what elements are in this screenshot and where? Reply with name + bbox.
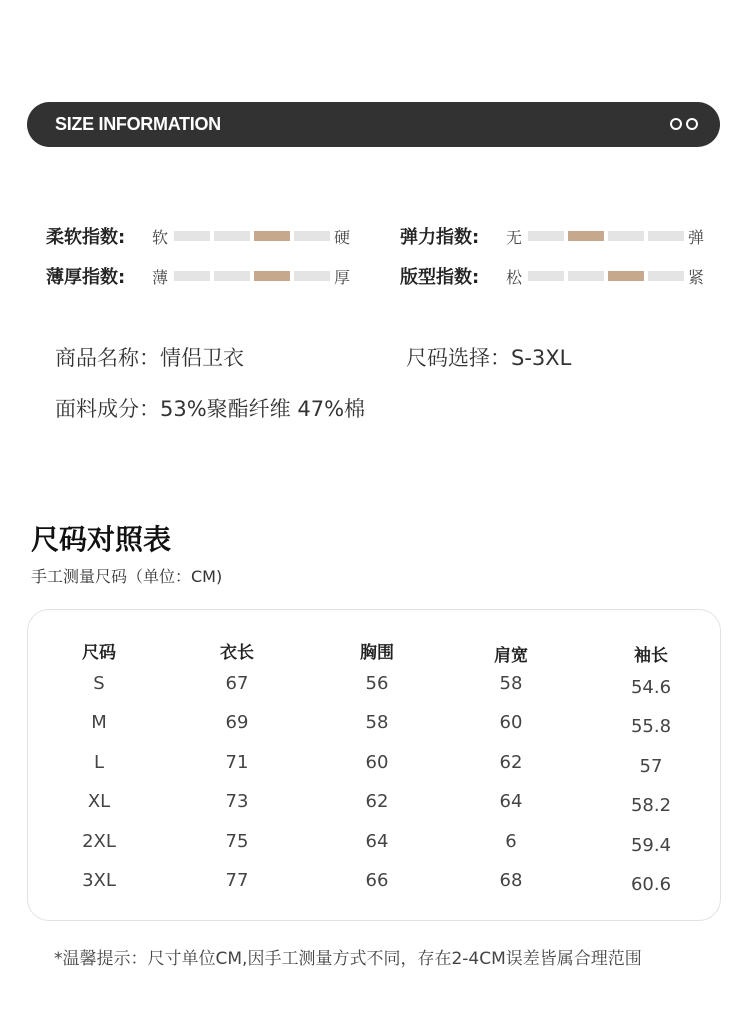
scale-segment	[214, 271, 250, 281]
table-cell: 54.6	[630, 677, 672, 698]
column-header: 肩宽	[494, 646, 528, 666]
table-cell: S	[93, 673, 105, 694]
table-cell: M	[91, 712, 107, 733]
scale-label: 柔软指数:	[46, 227, 126, 248]
table-cell: 3XL	[82, 870, 116, 891]
size-range: 尺码选择：S-3XL	[406, 346, 572, 370]
scale-softness	[46, 224, 356, 248]
table-cell: 64	[365, 831, 389, 852]
scale-high-label: 硬	[334, 227, 351, 247]
circle-icon	[686, 118, 698, 130]
table-cell: 62	[365, 791, 389, 812]
footnote: *温馨提示：尺寸单位CM,因手工测量方式不同，存在2-4CM误差皆属合理范围	[54, 949, 642, 969]
table-cell: 58	[365, 712, 389, 733]
scale-segment	[294, 271, 330, 281]
material: 面料成分：53%聚酯纤维 47%棉	[55, 397, 366, 421]
scale-segment	[528, 271, 564, 281]
scale-segment	[648, 231, 684, 241]
header-bar	[27, 102, 720, 147]
scale-low-label: 薄	[152, 267, 169, 287]
scale-marker	[254, 271, 290, 281]
scale-label: 版型指数:	[400, 267, 480, 288]
table-cell: 60	[499, 712, 523, 733]
table-cell: 6	[505, 831, 517, 852]
scale-thickness	[46, 264, 356, 288]
scale-track	[174, 231, 330, 241]
scale-high-label: 厚	[334, 267, 351, 287]
table-cell: 69	[225, 712, 249, 733]
scale-marker	[608, 271, 644, 281]
scale-track	[528, 231, 684, 241]
scale-low-label: 无	[506, 227, 523, 247]
column-header: 尺码	[82, 643, 116, 663]
column-header: 胸围	[360, 643, 394, 663]
table-cell: 68	[499, 870, 523, 891]
column-header: 袖长	[634, 646, 668, 666]
size-chart-title: 尺码对照表	[31, 523, 172, 556]
table-cell: 71	[225, 752, 249, 773]
scale-track	[528, 271, 684, 281]
table-cell: 56	[365, 673, 389, 694]
table-cell: 66	[365, 870, 389, 891]
table-cell: XL	[87, 791, 111, 812]
scale-segment	[608, 231, 644, 241]
size-chart-subtitle: 手工测量尺码（单位：CM)	[31, 567, 223, 586]
table-cell: 64	[499, 791, 523, 812]
table-cell: 62	[499, 752, 523, 773]
scale-segment	[214, 231, 250, 241]
table-cell: 59.4	[630, 835, 672, 856]
table-cell: 60.6	[630, 874, 672, 895]
table-cell: 58	[499, 673, 523, 694]
scale-low-label: 软	[152, 227, 169, 247]
scale-high-label: 弹	[688, 227, 705, 247]
scale-low-label: 松	[506, 267, 523, 287]
product-name: 商品名称：情侣卫衣	[55, 346, 244, 370]
table-cell: 2XL	[82, 831, 116, 852]
scale-label: 薄厚指数:	[46, 267, 126, 288]
scale-segment	[528, 231, 564, 241]
table-cell: 77	[225, 870, 249, 891]
table-cell: 60	[365, 752, 389, 773]
size-table	[27, 609, 721, 921]
scale-segment	[174, 271, 210, 281]
scale-fit	[400, 264, 710, 288]
table-cell: 58.2	[630, 795, 672, 816]
scale-segment	[174, 231, 210, 241]
table-cell: 73	[225, 791, 249, 812]
scale-marker	[254, 231, 290, 241]
table-cell: 75	[225, 831, 249, 852]
column-header: 衣长	[220, 643, 254, 663]
two-circles-icon	[670, 118, 698, 130]
scale-track	[174, 271, 330, 281]
scale-elasticity	[400, 224, 710, 248]
scale-high-label: 紧	[688, 267, 705, 287]
circle-icon	[670, 118, 682, 130]
scale-segment	[568, 271, 604, 281]
header-title: SIZE INFORMATION	[55, 114, 221, 134]
table-cell: L	[93, 752, 105, 773]
table-cell: 55.8	[630, 716, 672, 737]
scale-segment	[294, 231, 330, 241]
scale-marker	[568, 231, 604, 241]
table-cell: 57	[639, 756, 663, 777]
table-cell: 67	[225, 673, 249, 694]
scale-label: 弹力指数:	[400, 227, 480, 248]
scale-segment	[648, 271, 684, 281]
